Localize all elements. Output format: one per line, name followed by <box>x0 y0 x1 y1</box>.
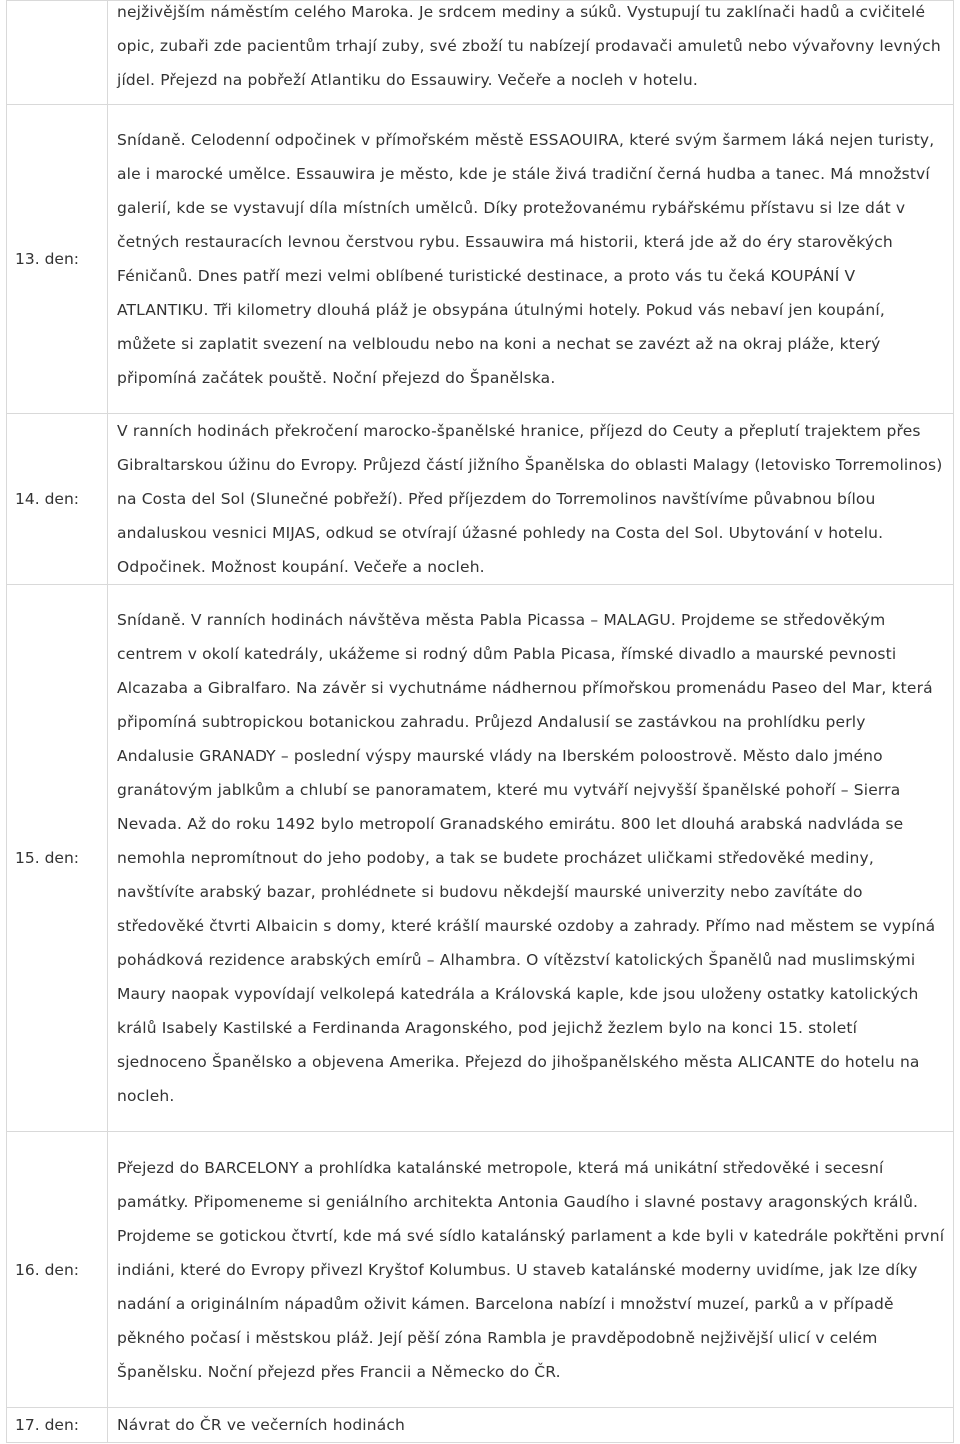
day-description <box>108 585 954 1132</box>
day-description-text: V ranních hodinách překročení marocko-španělské hranice, příjezd do Ceuty a přeplutí trajektem přes Gibraltarskou úžinu do Evropy. Průjezd částí jižního Španělska do oblasti Malagy (letovisko Torremolinos) na Costa del Sol (Slunečné pobřeží). Před příjezdem do Torremolinos navštívíme půvabnou bílou andaluskou vesnici MIJAS, odkud se otvírají úžasné pohledy na Costa del Sol. Ubytování v hotelu. Odpočinek. Možnost koupání. Večeře a nocleh. <box>117 422 943 576</box>
itinerary-row-day-16 <box>7 1132 954 1408</box>
day-description-text: nejživějším náměstím celého Maroka. Je srdcem mediny a súků. Vystupují tu zaklínači hadů a cvičitelé opic, zubaři zde pacientům trhají zuby, své zboží tu nabízejí prodavači amuletů nebo vývařovny levných jídel. Přejezd na pobřeží Atlantiku do Essauwiry. Večeře a nocleh v hotelu. <box>117 3 941 89</box>
day-description-text: Přejezd do BARCELONY a prohlídka katalánské metropole, která má unikátní středověké i secesní památky. Připomeneme si geniálního architekta Antonia Gaudího i slavné postavy aragonských králů. Projdeme se gotickou čtvrtí, kde má své sídlo katalánský parlament a kde byli v katedrále pokřtěni první indiáni, které do Evropy přivezl Kryštof Kolumbus. U staveb katalánské moderny uvidíme, jak lze díky nadání a originálním nápadům oživit kámen. Barcelona nabízí i množství muzeí, parků a v případě pěkného počasí i městskou pláž. Její pěší zóna Rambla je pravděpodobně nejživější ulicí v celém Španělsku. Noční přejezd přes Francii a Německo do ČR. <box>117 1158 945 1381</box>
day-label <box>7 1 108 105</box>
day-description <box>108 1132 954 1408</box>
day-description <box>108 414 954 585</box>
itinerary-row-day-15 <box>7 585 954 1132</box>
day-label: 14. den: <box>7 414 108 585</box>
day-label: 15. den: <box>7 585 108 1132</box>
day-label: 16. den: <box>7 1132 108 1408</box>
itinerary-row-continued <box>7 1 954 105</box>
day-label: 17. den: <box>7 1408 108 1443</box>
day-description <box>108 1408 954 1443</box>
day-description-text: Snídaně. V ranních hodinách návštěva města Pabla Picassa – MALAGU. Projdeme se středověkým centrem v okolí katedrály, ukážeme si rodný dům Pabla Picasa, římské divadlo a maurské pevnosti Alcazaba a Gibralfaro. Na závěr si vychutnáme nádhernou přímořskou promenádu Paseo del Mar, která připomíná subtropickou botanickou zahradu. Průjezd Andalusií se zastávkou na prohlídku perly Andalusie GRANADY – poslední výspy maurské vlády na Iberském poloostrově. Město dalo jméno granátovým jablkům a chlubí se panoramatem, které mu vytváří nejvyšší španělské pohoří – Sierra Nevada. Až do roku 1492 bylo metropolí Granadského emirátu. 800 let dlouhá arabská nadvláda se nemohla nepromítnout do jeho podoby, a tak se budete procházet uličkami středověké mediny, navštívíte arabský bazar, prohlédnete si budovu někdejší maurské univerzity nebo zavítáte do středověké čtvrti Albaicin s domy, které krášlí maurské ozdoby a zahrady. Přímo nad městem se vypíná pohádková rezidence arabských emírů – Alhambra. O vítězství katolických Španělů nad muslimskými Maury naopak vypovídají velkolepá katedrála a Královská kaple, kde jsou uloženy ostatky katolických králů Isabely Kastilské a Ferdinanda Aragonského, pod jejichž žezlem bylo na konci 15. století sjednoceno Španělsko a objevena Amerika. Přejezd do jihošpanělského města ALICANTE do hotelu na nocleh. <box>117 611 936 1105</box>
day-description <box>108 1 954 105</box>
day-label: 13. den: <box>7 105 108 414</box>
day-description-text: Návrat do ČR ve večerních hodinách <box>117 1416 406 1434</box>
itinerary-row-day-14 <box>7 414 954 585</box>
itinerary-table <box>6 0 954 1443</box>
day-description-text: Snídaně. Celodenní odpočinek v přímořském městě ESSAOUIRA, které svým šarmem láká nejen turisty, ale i marocké umělce. Essauwira je město, kde je stále živá tradiční černá hudba a tanec. Má množství galerií, kde se vystavují díla místních umělců. Díky protežovanému rybářskému přístavu si lze dát v četných restauracích levnou čerstvou rybu. Essauwira má historii, která jde až do éry starověkých Féničanů. Dnes patří mezi velmi oblíbené turistické destinace, a proto vás tu čeká KOUPÁNÍ V ATLANTIKU. Tři kilometry dlouhá pláž je obsypána útulnými hotely. Pokud vás nebaví jen koupání, můžete si zaplatit svezení na velbloudu nebo na koni a nechat se zavézt až na okraj pláže, který připomíná začátek pouště. Noční přejezd do Španělska. <box>117 131 935 387</box>
itinerary-row-day-13 <box>7 105 954 414</box>
itinerary-row-day-17 <box>7 1408 954 1443</box>
day-description <box>108 105 954 414</box>
